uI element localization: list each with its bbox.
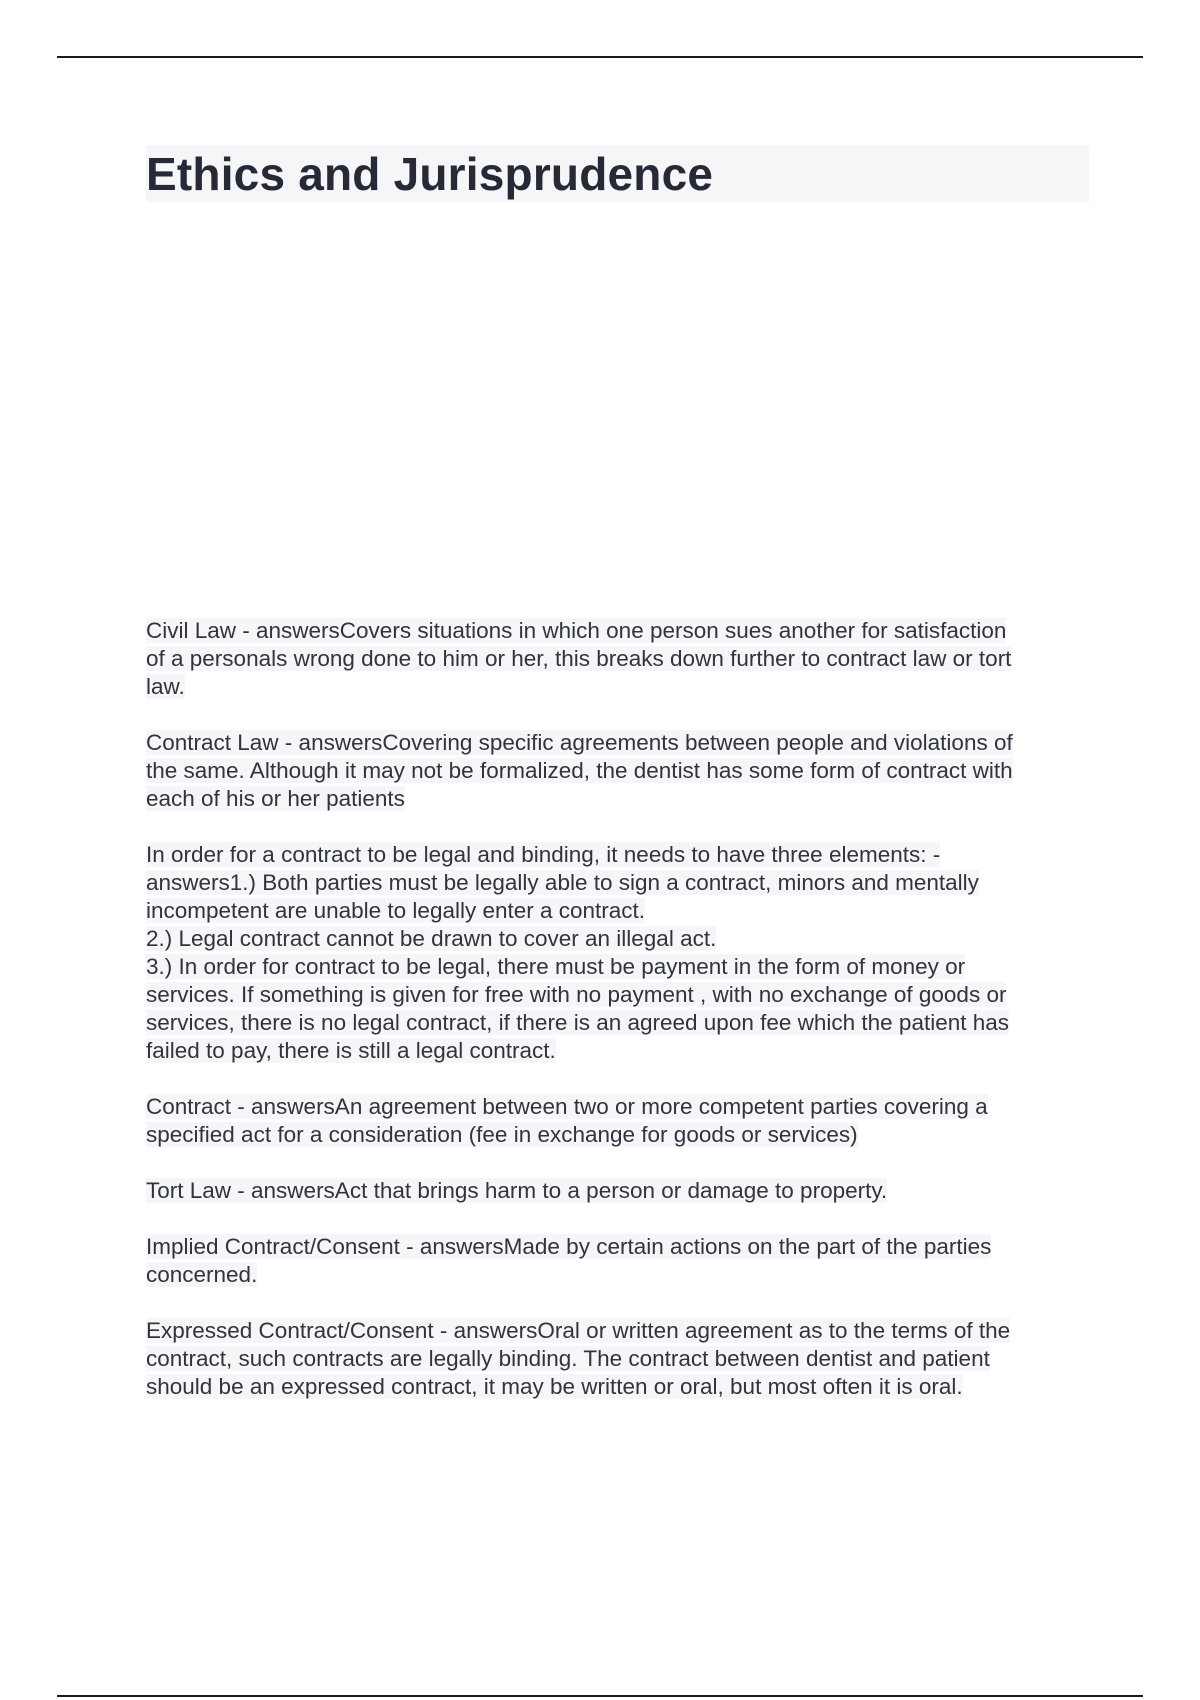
- qa-list: [146, 617, 1086, 1429]
- entry-line: contract, such contracts are legally binding. The contract between dentist and patient: [146, 1346, 990, 1371]
- entry-line: law.: [146, 674, 185, 699]
- entry-line: Tort Law - answersAct that brings harm to a person or damage to property.: [146, 1178, 888, 1203]
- entry-line: concerned.: [146, 1262, 258, 1287]
- entry-line: 3.) In order for contract to be legal, there must be payment in the form of money or: [146, 954, 966, 979]
- entry-line: Contract Law - answersCovering specific agreements between people and violations of: [146, 730, 1013, 755]
- entry-line: 2.) Legal contract cannot be drawn to cover an illegal act.: [146, 926, 717, 951]
- qa-entry-contract: [146, 1093, 1086, 1149]
- entry-line: In order for a contract to be legal and binding, it needs to have three elements: -: [146, 842, 941, 867]
- qa-entry-contract-law: [146, 729, 1086, 813]
- entry-line: specified act for a consideration (fee in exchange for goods or services): [146, 1122, 858, 1147]
- page-title: Ethics and Jurisprudence: [146, 148, 714, 200]
- entry-line: each of his or her patients: [146, 786, 405, 811]
- entry-line: Implied Contract/Consent - answersMade by certain actions on the part of the parties: [146, 1234, 992, 1259]
- entry-line: services, there is no legal contract, if there is an agreed upon fee which the patient has: [146, 1010, 1010, 1035]
- entry-line: services. If something is given for free with no payment , with no exchange of goods or: [146, 982, 1007, 1007]
- bottom-rule: [57, 1695, 1143, 1697]
- entry-line: of a personals wrong done to him or her, this breaks down further to contract law or tort: [146, 646, 1012, 671]
- entry-line: Expressed Contract/Consent - answersOral or written agreement as to the terms of the: [146, 1318, 1011, 1343]
- qa-entry-implied-contract: [146, 1233, 1086, 1289]
- top-rule: [57, 56, 1143, 58]
- entry-line: Contract - answersAn agreement between two or more competent parties covering a: [146, 1094, 988, 1119]
- qa-entry-contract-elements: [146, 841, 1086, 1065]
- entry-line: incompetent are unable to legally enter a contract.: [146, 898, 646, 923]
- entry-line: should be an expressed contract, it may be written or oral, but most often it is oral.: [146, 1374, 963, 1399]
- entry-line: answers1.) Both parties must be legally able to sign a contract, minors and mentally: [146, 870, 979, 895]
- qa-entry-expressed-contract: [146, 1317, 1086, 1401]
- entry-line: the same. Although it may not be formalized, the dentist has some form of contract with: [146, 758, 1013, 783]
- entry-line: failed to pay, there is still a legal contract.: [146, 1038, 556, 1063]
- entry-line: Civil Law - answersCovers situations in which one person sues another for satisfaction: [146, 618, 1007, 643]
- qa-entry-tort-law: [146, 1177, 1086, 1205]
- qa-entry-civil-law: [146, 617, 1086, 701]
